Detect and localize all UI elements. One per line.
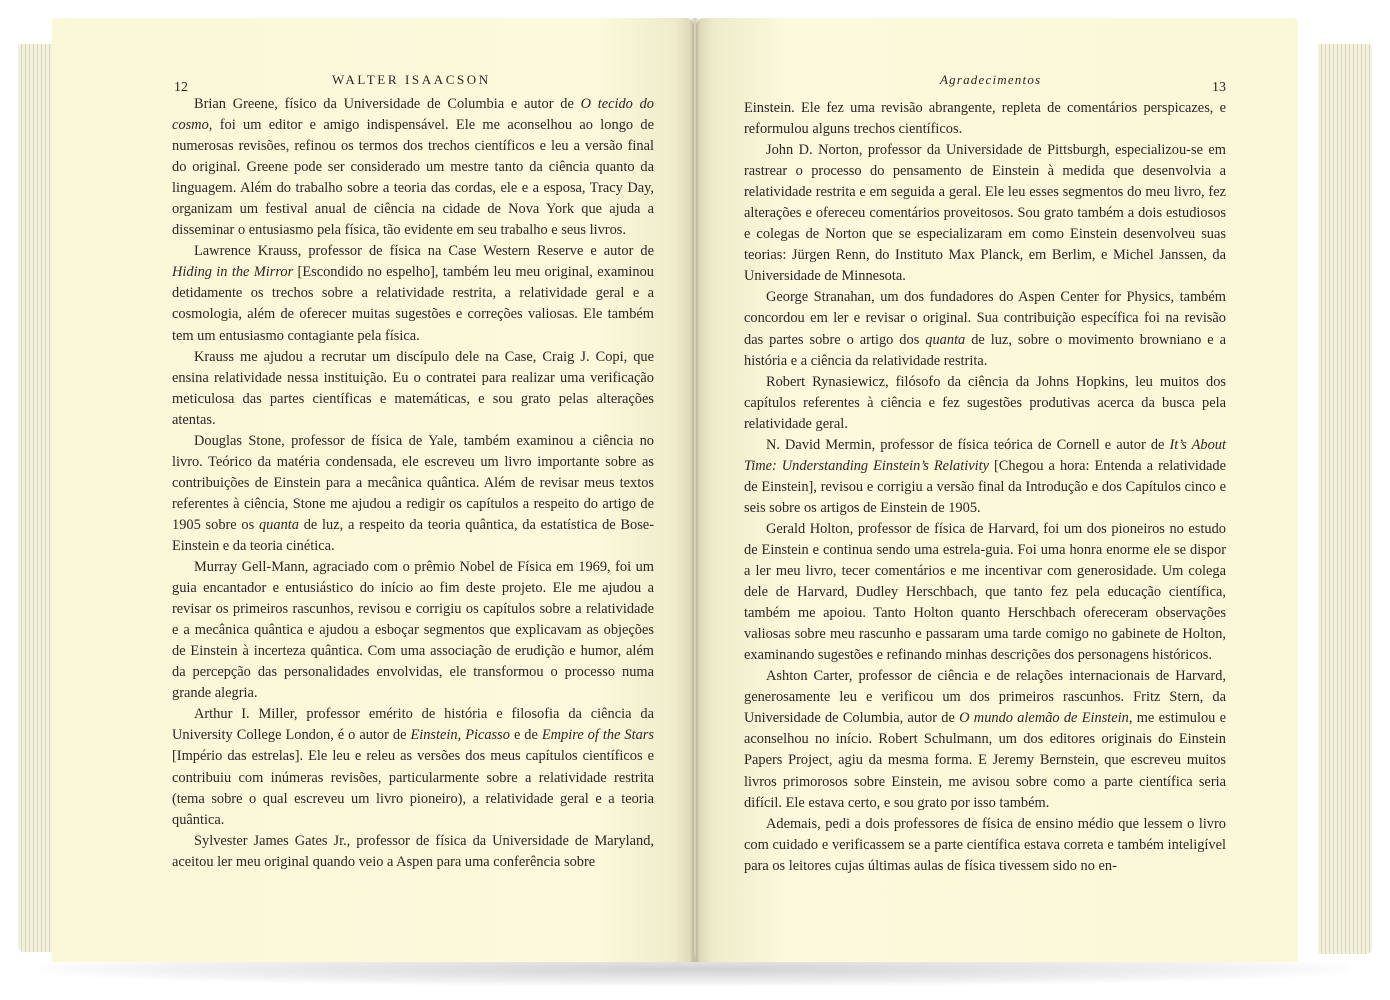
right-page-edges — [1318, 44, 1372, 954]
paragraph: Sylvester James Gates Jr., professor de física da Universidade de Maryland, aceitou ler meu original quando veio a Aspen para uma conferência sobre — [172, 832, 654, 870]
paragraph: Murray Gell-Mann, agraciado com o prêmio Nobel de Física em 1969, foi um guia encantador e entusiástico do início ao fim deste projeto. Ele me ajudou a revisar os primeiros rascunhos, revisou e corrigiu os capítulos sobre a relatividade e a mecânica quântica e ajudou a esboçar segmentos que explicavam as objeções de Einstein à incerteza quântica. Com uma associação de erudição e humor, além da percepção das personalidades envolvidas, ele transformou o processo numa grande alegria. — [172, 559, 654, 702]
left-running-head: WALTER ISAACSON — [332, 72, 491, 87]
left-page — [52, 18, 694, 962]
left-page-text — [172, 94, 654, 873]
paragraph: Arthur I. Miller, professor emérito de história e filosofia da ciência da University College London, é o autor de Einstein, Picasso e de Empire of the Stars [Império das estrelas]. Ele leu e releu as versões dos meus capítulos científicos e contribuiu com inúmeras revisões, particularmente sobre a relatividade restrita (tema sobre o qual escreveu um livro pioneiro), a relatividade geral e a teoria quântica. — [172, 706, 654, 828]
paragraph: John D. Norton, professor da Universidade de Pittsburgh, especializou-se em rastrear o processo do pensamento de Einstein à medida que desenvolvia a relatividade restrita e em seguida a geral. Ele leu esses segmentos do meu livro, fez alterações e ofereceu comentários proveitosos. Sou grato também a dois estudiosos e colegas de Norton que se especializaram em como Einstein desenvolveu suas teorias: Jürgen Renn, do Instituto Max Planck, em Berlim, e Michel Janssen, da Universidade de Minnesota. — [744, 142, 1226, 285]
right-page-text — [744, 98, 1226, 877]
paragraph: N. David Mermin, professor de física teórica de Cornell e autor de It’s About Time: Understanding Einstein’s Relativity [Chegou a hora: Entenda a relatividade de Einstein], revisou e corrigiu a versão final da Introdução e dos Capítulos cinco e seis sobre os artigos de Einstein de 1905. — [744, 436, 1226, 516]
book-gutter — [690, 18, 700, 962]
paragraph: Einstein. Ele fez uma revisão abrangente, repleta de comentários perspicazes, e reformulou alguns trechos científicos. — [744, 100, 1226, 138]
paragraph: Krauss me ajudou a recrutar um discípulo dele na Case, Craig J. Copi, que ensina relatividade nessa instituição. Eu o contratei para realizar uma verificação meticulosa das partes científicas e matemáticas, e sou grato pelas alterações atentas. — [172, 348, 654, 428]
right-running-head: Agradecimentos — [940, 72, 1042, 87]
paragraph: Robert Rynasiewicz, filósofo da ciência da Johns Hopkins, leu muitos dos capítulos referentes à ciência e fez sugestões produtivas acerca da busca pela relatividade geral. — [744, 373, 1226, 432]
paragraph: Ademais, pedi a dois professores de física de ensino médio que lessem o livro com cuidado e verificassem se a parte científica estava correta e também inteligível para os leitores cujas últimas aulas de física tivessem sido no en- — [744, 815, 1226, 874]
paragraph: Brian Greene, físico da Universidade de Columbia e autor de O tecido do cosmo, foi um editor e amigo indispensável. Ele me aconselhou ao longo de numerosas revisões, refinou os termos dos trechos científicos e leu a versão final do original. Greene pode ser considerado um mestre tanto da ciência quanto da linguagem. Além do trabalho sobre a teoria das cordas, ele e a esposa, Tracy Day, organizam um festival anual de ciência na cidade de Nova York que ajuda a disseminar o entusiasmo pela física, tão evidente em seu trabalho e seus livros. — [172, 96, 655, 239]
paragraph: Gerald Holton, professor de física de Harvard, foi um dos pioneiros no estudo de Einstein e continua sendo uma estrela-guia. Foi uma honra enorme ele se dispor a ler meu livro, tecer comentários e me incentivar com generosidade. Um colega dele de Harvard, Dudley Herschbach, que tanto fez pela educação científica, também me apoiou. Tanto Holton quanto Herschbach ofereceram observações valiosas sobre meu rascunho e passaram uma tarde comigo no gabinete de Holton, examinando sugestões e refinando minhas descrições dos personagens históricos. — [744, 520, 1226, 664]
paragraph: George Stranahan, um dos fundadores do Aspen Center for Physics, também concordou em ler e revisar o original. Sua contribuição específica foi na revisão das partes sobre o artigo dos quanta de luz, sobre o movimento browniano e a história e a ciência da relatividade restrita. — [744, 289, 1227, 369]
left-page-number: 12 — [174, 80, 188, 95]
paragraph: Lawrence Krauss, professor de física na Case Western Reserve e autor de Hiding in the Mirror [Escondido no espelho], também leu meu original, examinou detidamente os trechos sobre a relatividade restrita, a relatividade geral e a cosmologia, além de oferecer muitas sugestões e correções valiosas. Ele também tem um entusiasmo contagiante pela física. — [172, 243, 654, 344]
paragraph: Douglas Stone, professor de física de Yale, também examinou a ciência no livro. Teórico da matéria condensada, ele escreveu um livro importante sobre as contribuições de Einstein para a mecânica quântica. Além de revisar meus textos referentes à ciência, Stone me ajudou a redigir os capítulos a respeito do artigo de 1905 sobre os quanta de luz, a respeito da teoria quântica, da estatística de Bose-Einstein e da teoria cinética. — [172, 432, 654, 554]
paragraph: Ashton Carter, professor de ciência e de relações internacionais de Harvard, generosamente leu e verificou um dos primeiros rascunhos. Fritz Stern, da Universidade de Columbia, autor de O mundo alemão de Einstein, me estimulou e aconselhou no início. Robert Schulmann, um dos editores originais do Einstein Papers Project, agiu da mesma forma. E Jeremy Bernstein, que escreveu muitos livros primorosos sobre Einstein, me avisou sobre como a parte científica seria difícil. Ele estava certo, e sou grato por isso também. — [744, 668, 1226, 811]
right-page-number: 13 — [1212, 80, 1226, 95]
right-page — [696, 18, 1298, 962]
